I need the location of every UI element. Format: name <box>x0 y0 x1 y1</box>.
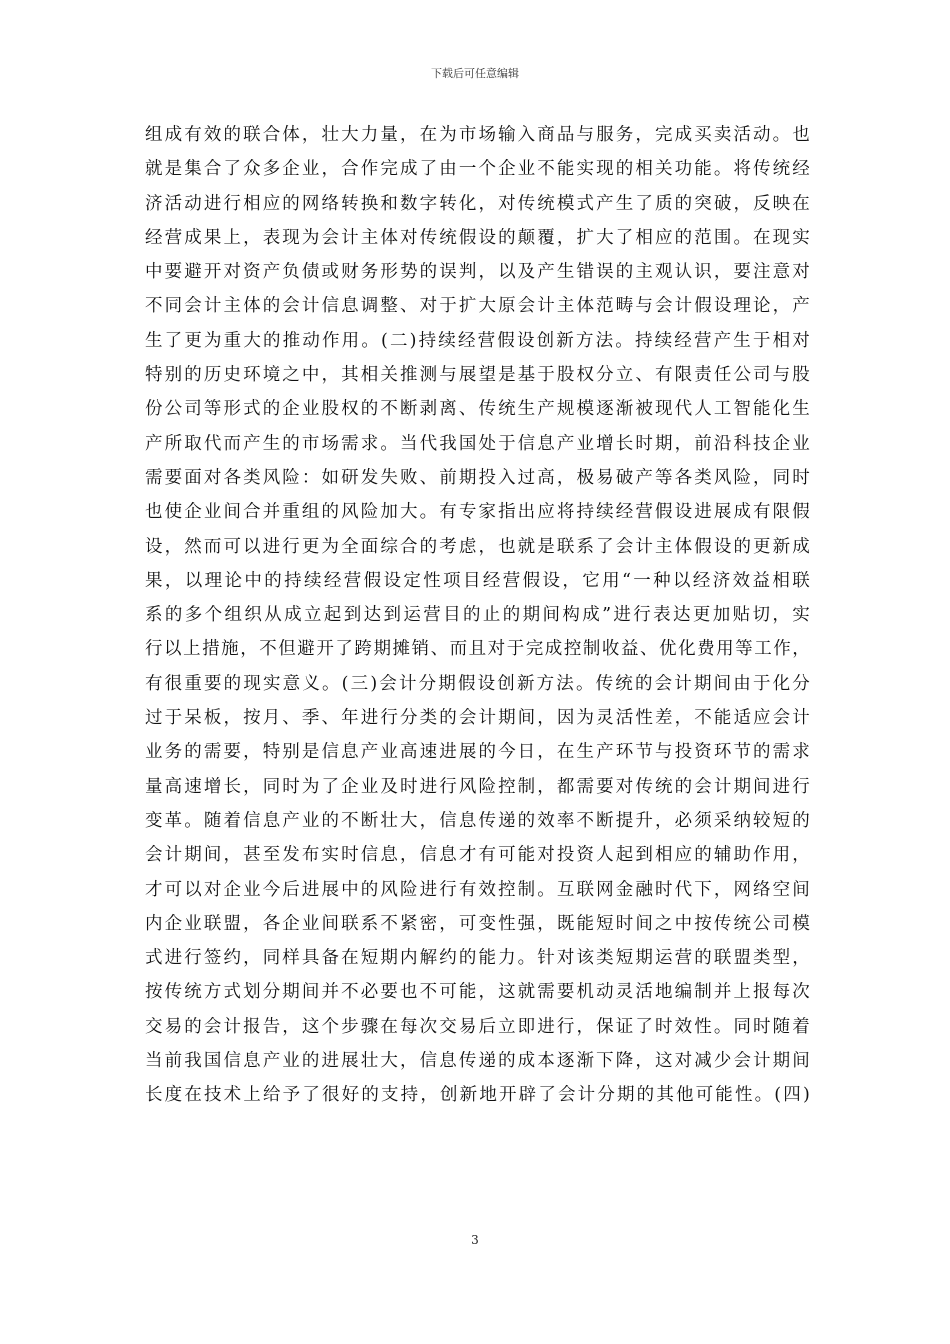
text-line: 当前我国信息产业的进展壮大，信息传递的成本逐渐下降，这对减少会计期间 <box>145 1051 810 1072</box>
text-line: 业务的需要，特别是信息产业高速进展的今日，在生产环节与投资环节的需求 <box>145 742 810 763</box>
text-line: 过于呆板，按月、季、年进行分类的会计期间，因为灵活性差，不能适应会计 <box>145 708 810 729</box>
text-line: 长度在技术上给予了很好的支持，创新地开辟了会计分期的其他可能性。(四) <box>145 1085 810 1106</box>
page-header: 下载后可任意编辑 <box>431 67 519 80</box>
text-line: 量高速增长，同时为了企业及时进行风险控制，都需要对传统的会计期间进行 <box>145 776 810 797</box>
text-line: 也使企业间合并重组的风险加大。有专家指出应将持续经营假设进展成有限假 <box>145 502 810 523</box>
text-line: 生了更为重大的推动作用。(二)持续经营假设创新方法。持续经营产生于相对 <box>145 330 810 351</box>
text-line: 济活动进行相应的网络转换和数字转化，对传统模式产生了质的突破，反映在 <box>145 193 810 214</box>
text-line: 系的多个组织从成立起到达到运营目的止的期间构成”进行表达更加贴切，实 <box>145 605 810 626</box>
text-line: 果，以理论中的持续经营假设定性项目经营假设，它用“一种以经济效益相联 <box>145 570 810 591</box>
text-line: 交易的会计报告，这个步骤在每次交易后立即进行，保证了时效性。同时随着 <box>145 1016 810 1037</box>
text-line: 就是集合了众多企业，合作完成了由一个企业不能实现的相关功能。将传统经 <box>145 159 810 180</box>
text-line: 中要避开对资产负债或财务形势的误判，以及产生错误的主观认识，要注意对 <box>145 262 810 283</box>
text-line: 设，然而可以进行更为全面综合的考虑，也就是联系了会计主体假设的更新成 <box>145 536 810 557</box>
text-line: 不同会计主体的会计信息调整、对于扩大原会计主体范畴与会计假设理论，产 <box>145 296 810 317</box>
page-number: 3 <box>471 1233 479 1247</box>
text-line: 按传统方式划分期间并不必要也不可能，这就需要机动灵活地编制并上报每次 <box>145 982 810 1003</box>
text-line: 组成有效的联合体，壮大力量，在为市场输入商品与服务，完成买卖活动。也 <box>145 125 810 145</box>
text-line: 会计期间，甚至发布实时信息，信息才有可能对投资人起到相应的辅助作用， <box>145 845 810 866</box>
text-line: 份公司等形式的企业股权的不断剥离、传统生产规模逐渐被现代人工智能化生 <box>145 399 810 420</box>
text-line: 特别的历史环境之中，其相关推测与展望是基于股权分立、有限责任公司与股 <box>145 365 810 386</box>
text-line: 式进行签约，同样具备在短期内解约的能力。针对该类短期运营的联盟类型， <box>145 948 810 969</box>
text-line: 内企业联盟，各企业间联系不紧密，可变性强，既能短时间之中按传统公司模 <box>145 913 810 934</box>
text-line: 需要面对各类风险：如研发失败、前期投入过高，极易破产等各类风险，同时 <box>145 467 810 488</box>
text-line: 变革。随着信息产业的不断壮大，信息传递的效率不断提升，必须采纳较短的 <box>145 810 810 831</box>
body-text <box>145 118 810 1113</box>
text-line: 才可以对企业今后进展中的风险进行有效控制。互联网金融时代下，网络空间 <box>145 879 810 900</box>
text-line: 经营成果上，表现为会计主体对传统假设的颠覆，扩大了相应的范围。在现实 <box>145 227 810 248</box>
text-line: 产所取代而产生的市场需求。当代我国处于信息产业增长时期，前沿科技企业 <box>145 433 810 454</box>
text-line: 行以上措施，不但避开了跨期摊销、而且对于完成控制收益、优化费用等工作， <box>145 639 810 660</box>
text-line: 有很重要的现实意义。(三)会计分期假设创新方法。传统的会计期间由于化分 <box>145 673 810 694</box>
